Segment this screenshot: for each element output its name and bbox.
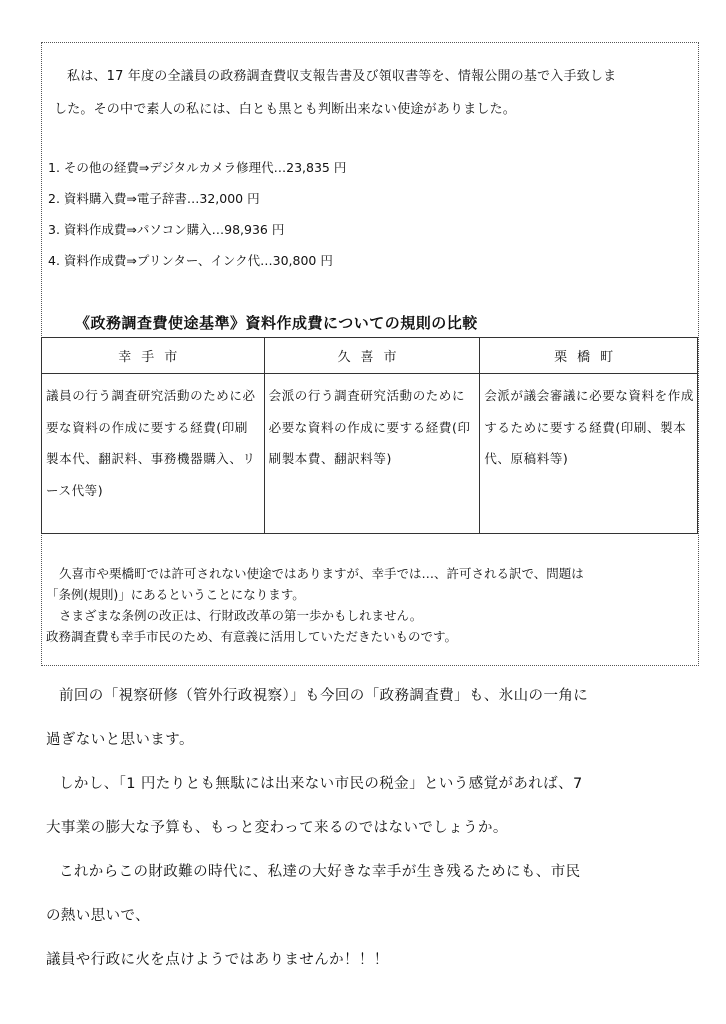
- column-header-kurihashi: 栗橋町: [480, 338, 698, 374]
- body-line: の熱い思いで、: [46, 908, 151, 924]
- body-text: [46, 674, 706, 982]
- note-line: 政務調査費も幸手市民のため、有意義に活用していただきたいものです。: [46, 629, 458, 644]
- body-line: しかし、「1 円たりとも無駄には出来ない市民の税金」という感覚があれば、7: [59, 776, 583, 792]
- column-header-satte: 幸手市: [42, 338, 265, 374]
- rule-cell-kuki: 会派の行う調査研究活動のために必要な資料の作成に要する経費(印刷製本費、翻訳料等): [264, 374, 480, 534]
- expense-item: 1. その他の経費⇒デジタルカメラ修理代…23,835 円: [48, 160, 347, 175]
- body-line: 大事業の膨大な予算も、もっと変わって来るのではないでしょうか。: [46, 820, 508, 836]
- note-line: さまざまな条例の改正は、行財政改革の第一歩かもしれません。: [59, 608, 423, 623]
- table-header-row: [42, 338, 698, 374]
- expense-item: 4. 資料作成費⇒プリンター、インク代…30,800 円: [48, 253, 333, 268]
- note-line: 「条例(規則)」にあるということになります。: [46, 587, 305, 602]
- column-header-kuki: 久喜市: [264, 338, 480, 374]
- body-line: これからこの財政難の時代に、私達の大好きな幸手が生き残るためにも、市民: [59, 864, 581, 880]
- intro-paragraph: [54, 60, 694, 126]
- conclusion-note: [46, 563, 696, 647]
- body-line: 前回の「視察研修（管外行政視察）」も今回の「政務調査費」も、氷山の一角に: [59, 688, 589, 704]
- expense-list: [48, 152, 648, 276]
- body-line: 過ぎないと思います。: [46, 732, 194, 748]
- comparison-table: [41, 337, 698, 534]
- comparison-heading: 《政務調査費使途基準》資料作成費についての規則の比較: [75, 314, 478, 332]
- rule-cell-satte: 議員の行う調査研究活動のために必要な資料の作成に要する経費(印刷製本代、翻訳料、事務機器購入、リース代等): [42, 374, 265, 534]
- intro-line: した。その中で素人の私には、白とも黒とも判断出来ない使途がありました。: [54, 102, 517, 117]
- body-line: 議員や行政に火を点けようではありませんか！！！: [46, 952, 389, 968]
- rule-cell-kurihashi: 会派が議会審議に必要な資料を作成するために要する経費(印刷、製本代、原稿料等): [480, 374, 698, 534]
- table-row: [42, 374, 698, 534]
- note-line: 久喜市や栗橋町では許可されない使途ではありますが、幸手では…、許可される訳で、問題は: [59, 566, 584, 581]
- expense-item: 2. 資料購入費⇒電子辞書…32,000 円: [48, 191, 260, 206]
- intro-line: 私は、17 年度の全議員の政務調査費収支報告書及び領収書等を、情報公開の基で入手致しま: [67, 69, 617, 84]
- expense-item: 3. 資料作成費⇒パソコン購入…98,936 円: [48, 222, 285, 237]
